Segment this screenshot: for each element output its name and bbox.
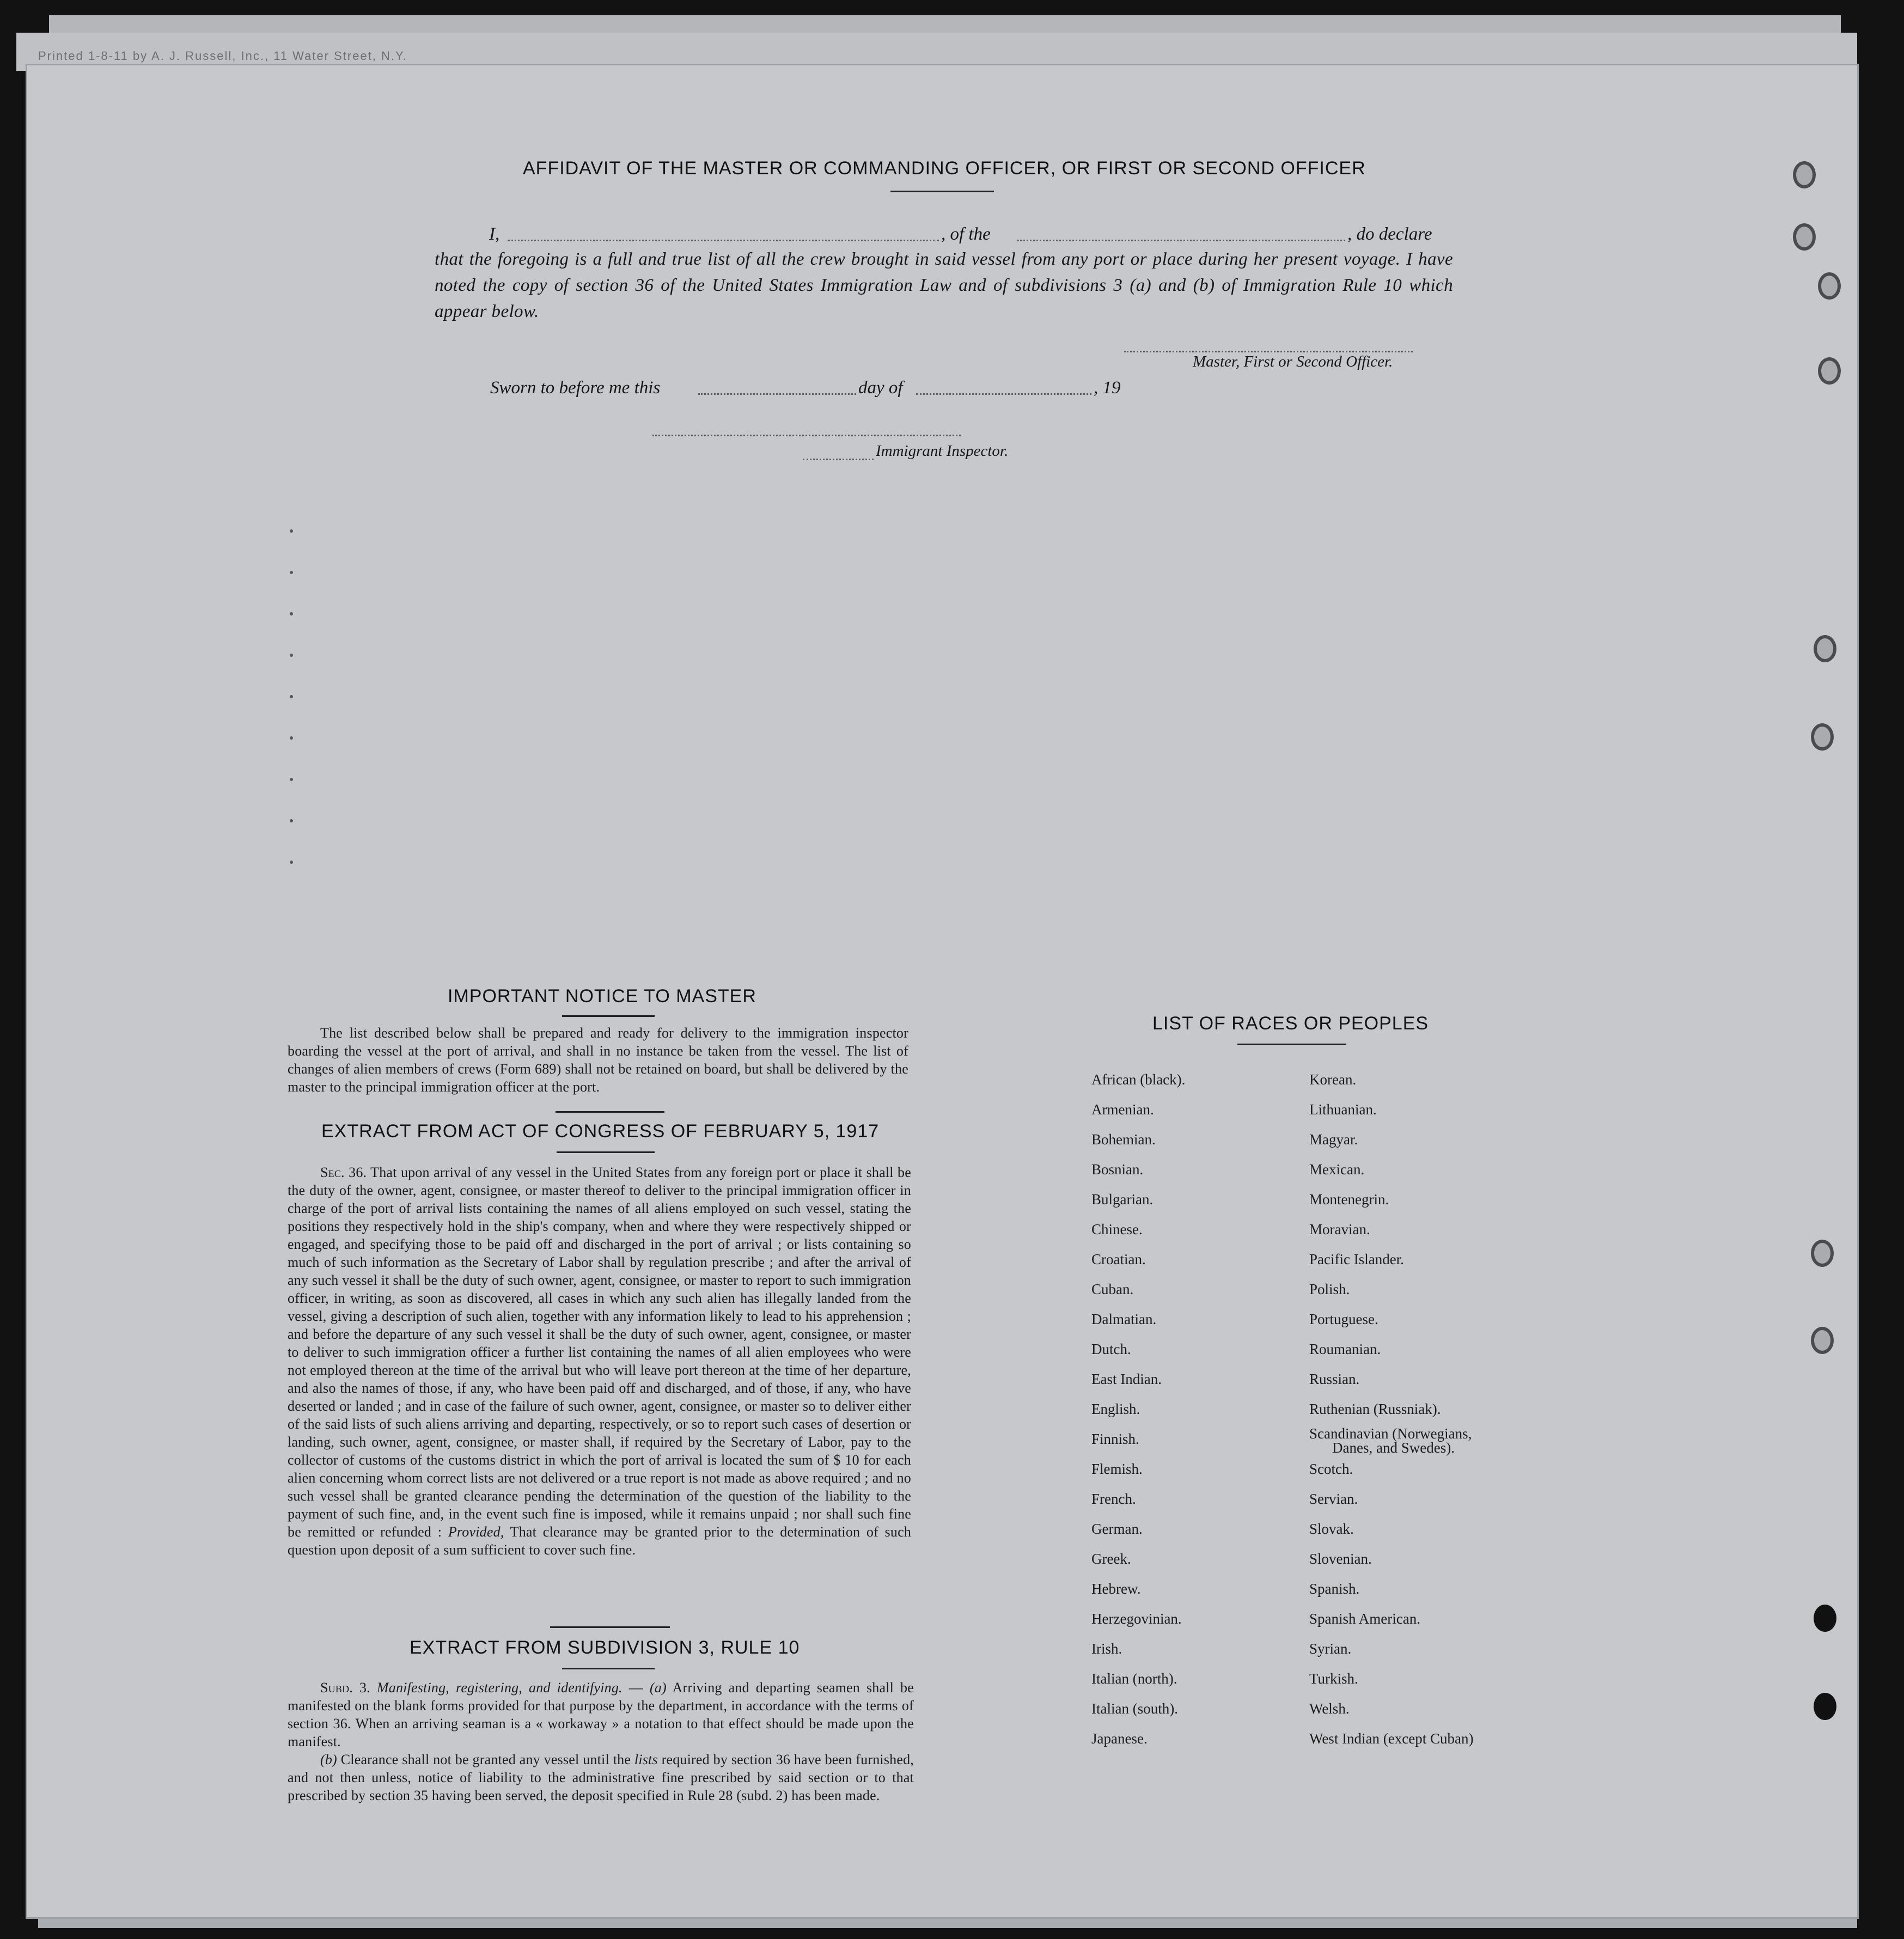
race-item: Welsh. <box>1309 1700 1350 1717</box>
race-item: Croatian. <box>1091 1251 1146 1267</box>
affiant-name-label: I, <box>489 224 500 244</box>
affidavit-heading: AFFIDAVIT OF THE MASTER OR COMMANDING OFFICER, OR FIRST OR SECOND OFFICER <box>523 158 1366 179</box>
race-item: Danes, and Swedes). <box>1332 1440 1455 1456</box>
margin-dot <box>290 612 293 615</box>
races-heading: LIST OF RACES OR PEOPLES <box>1152 1013 1429 1034</box>
race-item: Scandinavian (Norwegians, <box>1309 1425 1472 1442</box>
race-item: Bosnian. <box>1091 1161 1144 1178</box>
clause-b-text-2: required by section 36 have been furnished, and not then unless, notice of liability to the administrative fine prescribed by said section or to that prescribed by section 35 having been served, the deposit specified in Rule 28 (subd. 2) has been made. <box>288 1752 914 1803</box>
race-item: Bulgarian. <box>1091 1191 1154 1208</box>
rule10-paragraph-b <box>288 1751 914 1804</box>
margin-dot <box>290 695 293 698</box>
race-item: Cuban. <box>1091 1281 1134 1297</box>
race-item: Slovak. <box>1309 1521 1354 1537</box>
binder-hole <box>1814 1693 1836 1720</box>
inspector-signature-field[interactable] <box>652 435 961 436</box>
race-item: Spanish. <box>1309 1581 1360 1597</box>
race-item: Moravian. <box>1309 1221 1370 1237</box>
affiant-name-field[interactable] <box>508 240 939 241</box>
race-item: Syrian. <box>1309 1641 1352 1657</box>
margin-dot <box>290 529 293 533</box>
do-declare-label: , do declare <box>1347 224 1432 244</box>
race-item: Bohemian. <box>1091 1131 1156 1148</box>
race-item: Scotch. <box>1309 1461 1353 1477</box>
heading-rule <box>890 191 994 192</box>
race-item: Hebrew. <box>1091 1581 1141 1597</box>
inspector-signature-lead <box>803 459 874 460</box>
binder-hole <box>1811 1240 1834 1267</box>
sworn-day-field[interactable] <box>698 393 856 395</box>
race-item: West Indian (except Cuban) <box>1309 1730 1474 1747</box>
margin-dot <box>290 736 293 740</box>
margin-dot <box>290 861 293 864</box>
clause-a-label: (a) <box>649 1680 667 1696</box>
race-item: Polish. <box>1309 1281 1350 1297</box>
binder-hole <box>1814 1605 1836 1632</box>
race-item: Chinese. <box>1091 1221 1143 1237</box>
section-rule <box>550 1626 670 1628</box>
binder-hole <box>1811 1327 1834 1354</box>
margin-dot <box>290 571 293 574</box>
race-item: English. <box>1091 1401 1140 1417</box>
race-item: Armenian. <box>1091 1101 1154 1118</box>
race-item: Flemish. <box>1091 1461 1143 1477</box>
race-item: Dutch. <box>1091 1341 1131 1357</box>
margin-dot <box>290 819 293 822</box>
heading-rule <box>557 1151 655 1153</box>
binder-hole <box>1793 223 1816 251</box>
race-item: Mexican. <box>1309 1161 1365 1178</box>
clause-b-lists: lists <box>634 1752 658 1767</box>
binder-hole <box>1818 357 1841 385</box>
race-item: African (black). <box>1091 1071 1186 1088</box>
act-heading: EXTRACT FROM ACT OF CONGRESS OF FEBRUARY 5, 1917 <box>321 1121 880 1142</box>
race-item: German. <box>1091 1521 1143 1537</box>
form-page <box>27 65 1857 1917</box>
master-signature-field[interactable] <box>1124 351 1413 352</box>
race-item: Greek. <box>1091 1551 1131 1567</box>
race-item: Japanese. <box>1091 1730 1148 1747</box>
act-section-label: Sec. 36. <box>320 1164 367 1180</box>
clause-b-text-1: Clearance shall not be granted any vessel until the <box>340 1752 631 1767</box>
race-item: Russian. <box>1309 1371 1360 1387</box>
race-item: Herzegovinian. <box>1091 1611 1182 1627</box>
vessel-name-field[interactable] <box>1017 240 1345 241</box>
of-the-label: , of the <box>941 224 991 244</box>
sworn-label: Sworn to before me this <box>490 378 661 398</box>
rule10-text <box>288 1679 914 1804</box>
day-of-label: day of <box>858 378 903 398</box>
race-item: Pacific Islander. <box>1309 1251 1404 1267</box>
race-item: Italian (north). <box>1091 1670 1177 1687</box>
provided-label: Provided, <box>448 1524 504 1540</box>
act-text-main: That upon arrival of any vessel in the United States from any foreign port or place it shall be the duty of the owner, agent, consignee, or master thereof to deliver to the principal immigration officer in charge of the port of arrival lists containing the names of all aliens employed on such vessel, stating the positions they respectively hold in the ship's company, when and where they were respectively shipped or engaged, and specifying those to be paid off and discharged in the port of arrival ; or lists containing so much of such information as the Secretary of Labor shall by regulation prescribe ; and after the arrival of any such vessel it shall be the duty of such owner, agent, consignee, or master to report to such immigration officer, in writing, as soon as discovered, all cases in which any such alien has illegally landed from the vessel, giving a description of such alien, together with any information likely to lead to his apprehension ; and before the departure of any such vessel it shall be the duty of such owner, agent, consignee, or master to deliver to such immigration officer a further list containing the names of all alien employees who were not employed thereon at the time of the arrival but who will leave port thereon at the time of her departure, and also the names of those, if any, who have been paid off and discharged, and of those, if any, who have deserted or landed ; and in case of the failure of such owner, agent, consignee, or master so to deliver either of the said lists of such aliens arriving and departing, respectively, or so to report such cases of desertion or landing, such owner, agent, consignee, or master shall, if required by the Secretary of Labor, pay to the collector of customs of the customs district in which the port of arrival is located the sum of $ 10 for each alien concerning whom correct lists are not delivered or a true report is not made as above required ; and no such vessel shall be granted clearance pending the determination of the question of the liability to the payment of such fine, and, in the event such fine is imposed, while it remains unpaid ; nor shall such fine be remitted or refunded : <box>288 1164 911 1540</box>
heading-rule <box>1237 1044 1346 1045</box>
subd-label: Subd. 3. <box>320 1680 370 1696</box>
margin-dot <box>290 654 293 657</box>
race-item: East Indian. <box>1091 1371 1162 1387</box>
race-item: Montenegrin. <box>1309 1191 1389 1208</box>
inspector-label: Immigrant Inspector. <box>876 442 1009 460</box>
race-item: Ruthenian (Russniak). <box>1309 1401 1441 1417</box>
rule10-heading: EXTRACT FROM SUBDIVISION 3, RULE 10 <box>410 1637 800 1658</box>
notice-heading: IMPORTANT NOTICE TO MASTER <box>448 986 756 1007</box>
race-item: Dalmatian. <box>1091 1311 1157 1327</box>
subd-title: Manifesting, registering, and identifying. <box>376 1680 623 1696</box>
race-item: Portuguese. <box>1309 1311 1378 1327</box>
notice-text: The list described below shall be prepared and ready for delivery to the immigration inspector boarding the vessel at the port of arrival, and shall in no instance be taken from the vessel. The list of changes of alien members of crews (Form 689) shall not be retained on board, but shall be delivered by the master to the principal immigration officer at the port. <box>288 1025 908 1095</box>
race-item: Spanish American. <box>1309 1611 1420 1627</box>
year-label: , 19 <box>1094 378 1121 398</box>
printer-imprint: Printed 1-8-11 by A. J. Russell, Inc., 11 Water Street, N.Y. <box>38 49 407 63</box>
race-item: Slovenian. <box>1309 1551 1372 1567</box>
clause-b-label: (b) <box>320 1752 337 1767</box>
affidavit-statement: that the foregoing is a full and true list of all the crew brought in said vessel from any port or place during her present voyage. I have noted the copy of section 36 of the United States Immigration Law and of subdivisions 3 (a) and (b) of Immigration Rule 10 which appear below. <box>435 249 1453 321</box>
race-item: Korean. <box>1309 1071 1357 1088</box>
act-text-provided: That clearance may be granted prior to the determination of such question upon deposit of a sum sufficient to cover such fine. <box>288 1524 912 1558</box>
heading-rule <box>562 1668 655 1669</box>
race-item: Magyar. <box>1309 1131 1358 1148</box>
binder-hole <box>1814 635 1836 662</box>
race-item: French. <box>1091 1491 1136 1507</box>
sworn-month-field[interactable] <box>916 393 1091 395</box>
master-signature-label: Master, First or Second Officer. <box>1193 353 1393 370</box>
binder-hole <box>1818 272 1841 300</box>
race-item: Irish. <box>1091 1641 1122 1657</box>
race-item: Servian. <box>1309 1491 1358 1507</box>
rule10-paragraph-a: Subd. 3. Manifesting, registering, and identifying. — (a) Arriving and departing seamen shall be manifested on the blank forms provided for that purpose by the department, in accordance with the terms of section 36. When an arriving seaman is a « workaway » a notation to that effect should be made upon the manifest. <box>288 1680 914 1749</box>
race-item: Italian (south). <box>1091 1700 1178 1717</box>
margin-dot <box>290 778 293 781</box>
binder-hole <box>1811 723 1834 751</box>
act-section-36-text <box>288 1163 911 1559</box>
section-rule <box>556 1111 664 1113</box>
race-item: Roumanian. <box>1309 1341 1381 1357</box>
race-item: Lithuanian. <box>1309 1101 1377 1118</box>
heading-rule <box>562 1015 655 1017</box>
race-item: Finnish. <box>1091 1431 1139 1447</box>
clause-a-text: Arriving and departing seamen shall be manifested on the blank forms provided for that purpose by the department, in accordance with the terms of section 36. When an arriving seaman is a « workaway » a notation to that effect should be made upon the manifest. <box>288 1680 914 1749</box>
binder-hole <box>1793 161 1816 188</box>
race-item: Turkish. <box>1309 1670 1358 1687</box>
